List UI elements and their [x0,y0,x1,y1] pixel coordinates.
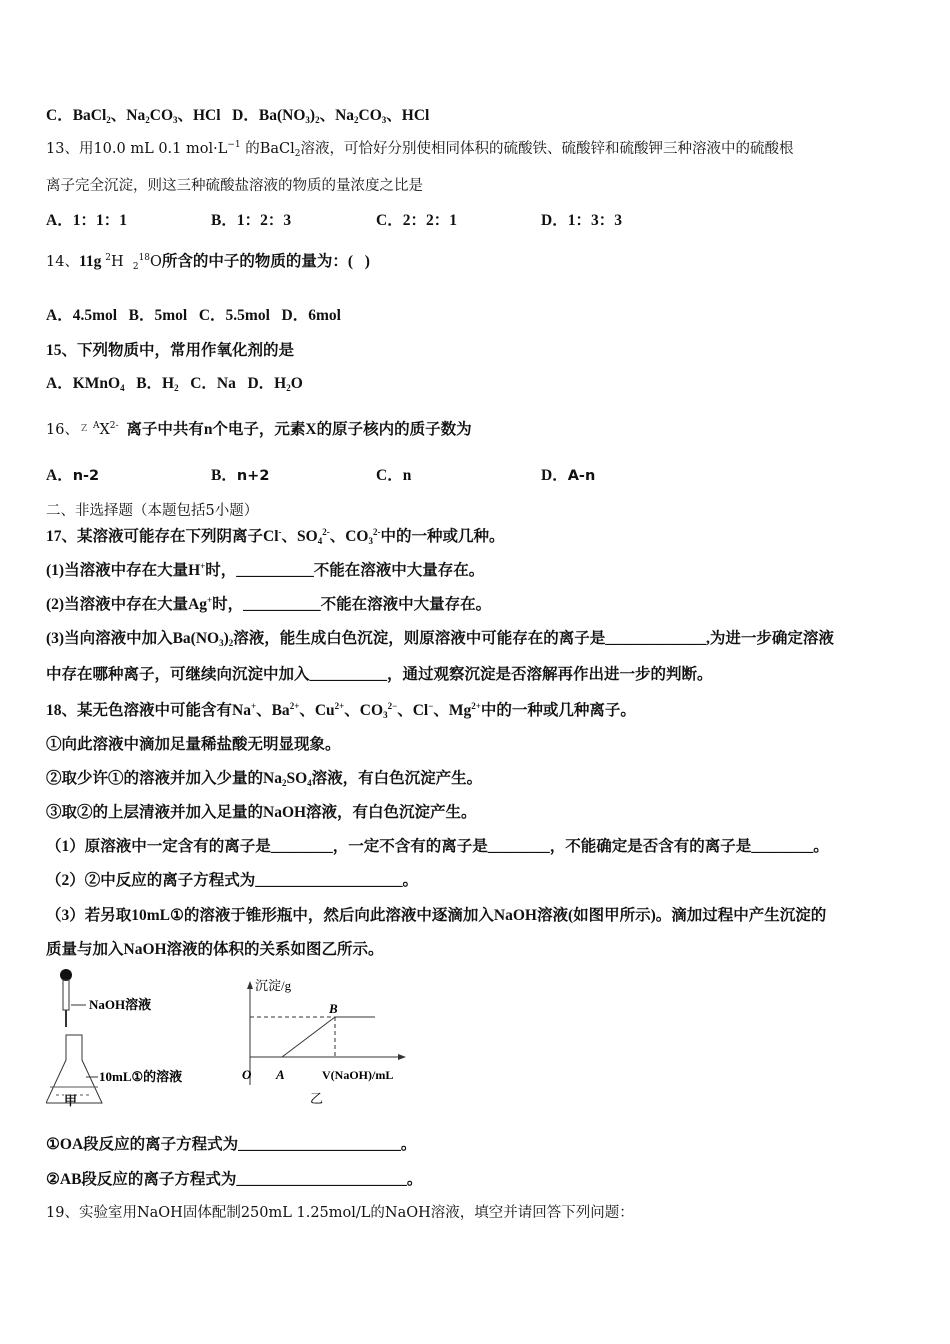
text-line [46,137,794,159]
text-segment: H [110,254,133,270]
text-segment: 3 [381,115,387,125]
text-segment: X [99,422,110,438]
text-line [46,174,423,195]
text-line [46,698,636,720]
text-line [46,371,303,393]
text-segment: O [150,254,162,270]
text-line [46,417,472,439]
text-line [46,338,294,360]
text-segment: CO [358,107,382,124]
text-segment: 中的一种或几种离子。 [480,702,636,719]
option-a-label: A． [46,467,73,484]
text-segment: B．H [124,375,175,392]
text-segment: 质量与加入NaOH溶液的体积的关系如图乙所示。 [46,941,384,958]
option-b: B．1：2：3 [211,212,292,229]
text-segment: 时，__________不能在溶液中大量存在。 [212,596,492,613]
text-segment: 溶液，能生成白色沉淀，则原溶液中可能存在的离子是_____________,为进一步确定溶液 [233,630,834,647]
text-segment: 19、实验室用NaOH固体配制250mL 1.25mol/L的NaOH溶液，填空并请回答下列问题： [46,1205,634,1221]
text-segment: A．4.5mol B．5mol C．5.5mol D．6mol [46,307,341,324]
text-segment: ③取②的上层清液并加入足量的NaOH溶液，有白色沉淀产生。 [46,804,477,821]
text-segment: C．BaCl [46,107,107,124]
text-segment: 16、 [46,422,79,438]
text-segment: 3 [305,115,310,125]
text-segment: ②AB段反应的离子方程式为______________________。 [46,1171,423,1188]
text-segment: A [92,421,100,431]
text-segment: 13、用10.0 mL 0.1 mol·L [46,141,228,157]
text-line [46,524,504,546]
text-segment: 、Ba [256,702,290,719]
point-a: A [276,1067,285,1082]
text-segment: 中的一种或几种。 [380,528,505,545]
origin-o: O [242,1067,252,1082]
text-line [46,303,341,325]
text-segment: 、CO [329,528,369,545]
point-b: B [329,1001,338,1016]
text-segment: (2)当溶液中存在大量Ag [46,596,208,613]
atomic-number-z: Z [81,424,88,434]
text-segment: (1)当溶液中存在大量H [46,562,201,579]
text-line [46,1167,422,1189]
figure-jia-apparatus [46,965,206,1110]
text-segment: 2 [294,149,301,159]
text-segment: 2- [322,527,330,537]
text-line [46,868,418,890]
naoh-label: NaOH溶液 [89,997,152,1012]
text-segment: 所含的中子的物质的量为：( ) [161,253,370,270]
text-segment: A．KMnO [46,375,121,392]
text-segment: ①OA段反应的离子方程式为_____________________。 [46,1136,417,1153]
text-segment: （3）若另取10mL①的溶液于锥形瓶中，然后向此溶液中逐滴加入NaOH溶液(如图甲所示)。滴加过程中产生沉淀的 [46,907,827,924]
text-segment: 18、某无色溶液中可能含有Na [46,702,251,719]
option-b-value: n+2 [236,468,270,484]
text-segment: 3 [219,638,224,648]
text-segment: 2 [106,115,111,125]
text-segment: 4 [307,778,312,788]
text-segment: （2）②中反应的离子方程式为___________________。 [46,872,419,889]
text-segment: + [207,595,213,605]
text-line [46,662,713,684]
text-segment: 2 [315,115,320,125]
text-segment: 3 [368,536,373,546]
text-segment: 3 [173,115,178,125]
text-segment: 、HCl [386,107,430,124]
text-segment: 2+ [334,701,345,711]
text-segment: 4 [317,536,323,546]
text-segment: 2− [387,701,398,711]
flask-label: 10mL①的溶液 [99,1069,183,1084]
text-segment: 、HCl D．Ba(NO [177,107,306,124]
figure-yi-graph [230,975,410,1110]
text-segment: 2 [132,262,139,272]
text-segment: 、SO [281,528,318,545]
text-segment: - [278,527,282,537]
text-segment: (3)当向溶液中加入Ba(NO [46,630,220,647]
text-segment: （1）原溶液中一定含有的离子是________，一定不含有的离子是________，不能确定是否含有的离子是________。 [46,838,829,855]
text-line [46,937,384,959]
option-c-label: C． [376,467,403,484]
text-segment: 二、非选择题（本题包括5小题） [46,503,259,519]
y-axis-label: 沉淀/g [255,978,292,993]
text-line [46,592,491,614]
text-segment: + [200,561,206,571]
text-segment: 2 [286,383,291,393]
caption-jia: 甲 [64,1094,78,1109]
text-segment: 、Cl [397,702,429,719]
text-segment: 2+ [471,701,481,711]
text-segment: 2 [174,383,179,393]
text-segment: 2- [109,421,119,431]
text-line [46,103,429,125]
text-segment: 中存在哪种离子，可继续向沉淀中加入__________，通过观察沉淀是否溶解再作出进一步的判断。 [46,666,713,683]
text-segment: 4 [120,383,125,393]
option-b-label: B． [211,467,237,484]
text-segment: SO [286,770,308,787]
text-segment: − [428,701,434,711]
text-line [46,834,829,856]
text-segment: 时，__________不能在溶液中大量存在。 [205,562,485,579]
text-line [46,626,834,648]
option-d: D．1：3：3 [541,212,622,229]
option-c: C．2：2：1 [376,212,457,229]
text-line [46,766,482,788]
text-segment: CO [149,107,173,124]
text-segment: 离子完全沉淀，则这三种硫酸盐溶液的物质的量浓度之比是 [46,178,423,194]
text-segment: 、Cu [299,702,335,719]
text-line [46,903,826,925]
text-segment: 、Na [319,107,355,124]
text-segment: 18 [138,253,151,263]
text-segment: 11g [78,253,106,270]
text-segment: C．Na D．H [178,375,287,392]
caption-yi: 乙 [310,1091,324,1106]
text-segment: 、Na [110,107,146,124]
text-segment: ②取少许①的溶液并加入少量的Na [46,770,282,787]
text-line [46,499,258,520]
text-segment: 2 [145,115,150,125]
text-segment: 2- [372,527,381,537]
text-line [46,800,477,822]
text-segment: O [290,375,303,392]
text-segment: 2 [354,115,359,125]
text-segment: 3 [383,710,388,720]
text-segment: 的BaCl [240,141,295,157]
text-segment: 2+ [289,701,300,711]
text-segment: −1 [227,140,241,150]
text-segment: 、Mg [433,702,472,719]
text-segment: 2 [105,253,111,263]
text-segment: ①向此溶液中滴加足量稀盐酸无明显现象。 [46,736,341,753]
text-segment: 15、下列物质中，常用作氧化剂的是 [46,342,295,359]
x-axis-label: V(NaOH)/mL [322,1068,394,1082]
text-line [46,249,370,272]
text-segment: 17、某溶液可能存在下列阴离子Cl [46,528,279,545]
text-segment: + [250,701,257,711]
text-segment: 、CO [344,702,384,719]
option-d-label: D． [541,467,568,484]
option-a: A．1：1：1 [46,212,127,229]
text-segment: ) [223,630,229,647]
text-segment: 溶液，有白色沉淀产生。 [311,770,483,787]
text-segment: 离子中共有n个电子，元素X的原子核内的质子数为 [118,421,472,438]
text-segment: 14、 [46,254,79,270]
text-line [46,558,484,580]
text-line [46,1132,416,1154]
text-segment: ) [309,107,316,124]
text-segment: 2 [228,638,234,648]
text-segment: 溶液，可恰好分别使相同体积的硫酸铁、硫酸锌和硫酸钾三种溶液中的硫酸根 [300,141,794,157]
option-a-value: n-2 [72,468,100,484]
option-d-value: A-n [567,468,596,484]
option-c-value: n [402,467,412,484]
text-line [46,1201,634,1222]
text-segment: 2 [281,778,287,788]
text-line [46,732,341,754]
